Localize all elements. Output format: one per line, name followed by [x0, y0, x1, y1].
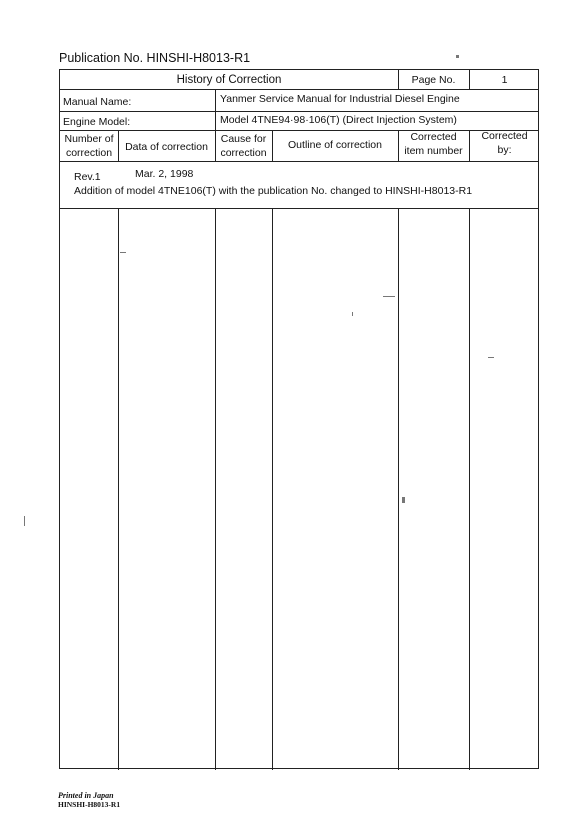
- scan-speck: [383, 296, 395, 297]
- form-title: History of Correction: [176, 74, 282, 86]
- col-header-date: Data of correction: [125, 141, 208, 153]
- scan-speck: [24, 516, 25, 526]
- row-divider: [60, 208, 538, 209]
- col-header-number: Number of correction: [64, 133, 114, 159]
- col-divider: [272, 208, 273, 770]
- entry-date: Mar. 2, 1998: [135, 168, 194, 180]
- row-divider: [60, 161, 538, 162]
- col-divider: [398, 208, 399, 770]
- engine-model-label: Engine Model:: [63, 116, 131, 128]
- col-divider: [469, 208, 470, 770]
- footer-publication-code: HINSHI-H8013-R1: [58, 800, 121, 809]
- col-divider: [118, 208, 119, 770]
- col-header-corrected-by: Corrected by:: [481, 130, 528, 156]
- scan-speck: [488, 357, 494, 358]
- col-header-outline: Outline of correction: [288, 139, 382, 151]
- printed-in-japan: Printed in Japan: [58, 791, 114, 800]
- entry-description: Addition of model 4TNE106(T) with the publication No. changed to HINSHI-H8013-R1: [74, 185, 473, 197]
- scan-speck: [402, 497, 405, 503]
- col-header-item-number: Corrected item number: [404, 131, 463, 157]
- manual-name-value: Yanmer Service Manual for Industrial Diesel Engine: [220, 93, 460, 105]
- entry-revision: Rev.1: [74, 171, 101, 183]
- scan-speck: [120, 252, 126, 253]
- col-divider: [215, 89, 216, 130]
- publication-number: Publication No. HINSHI-H8013-R1: [59, 51, 251, 65]
- correction-history-form: [59, 69, 539, 769]
- row-divider: [60, 89, 538, 90]
- manual-name-label: Manual Name:: [63, 96, 132, 108]
- row-divider: [60, 111, 538, 112]
- scan-speck: [456, 55, 459, 58]
- scan-speck: [352, 312, 353, 316]
- page-no-label: Page No.: [411, 74, 456, 86]
- engine-model-value: Model 4TNE94·98·106(T) (Direct Injection System): [220, 114, 457, 126]
- col-divider: [215, 208, 216, 770]
- page-no-value: 1: [501, 74, 508, 86]
- col-header-cause: Cause for correction: [220, 133, 267, 159]
